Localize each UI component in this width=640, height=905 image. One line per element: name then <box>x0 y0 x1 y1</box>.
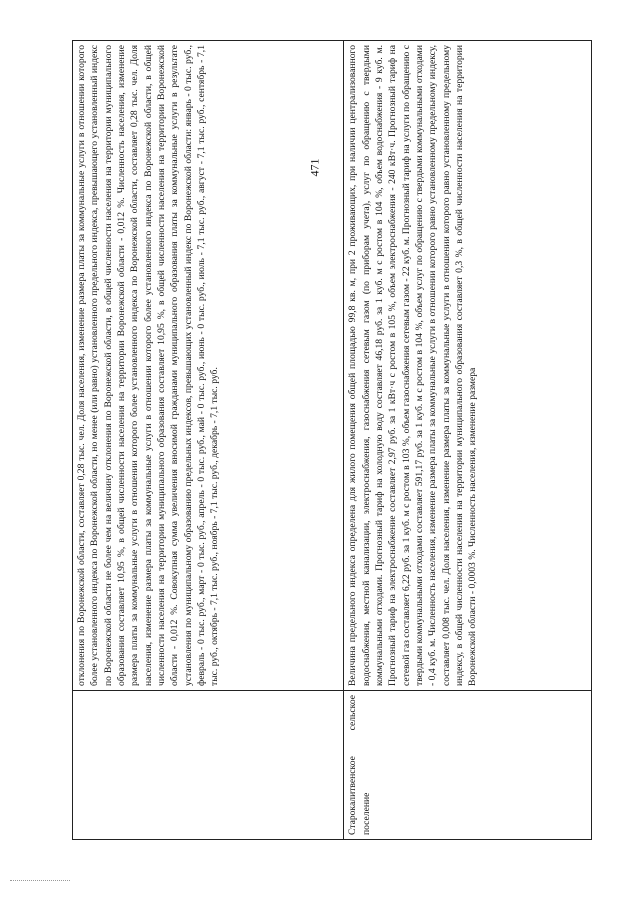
rotated-data-table <box>72 40 592 840</box>
description-cell: отклонения по Воронежской области, составляет 0,28 тыс. чел. Доля населения, изменение размера платы за коммунальные услуги в отношении которого более установленного индекса по Воронежской области, но менее (или равно) установленного предельного индекса, превышающего установленный индекс по Воронежской области не более чем на величину отклонения по Воронежской области, в общей численности населения на территории муниципального образования составляет 10,95 %, в общей численности населения на территории Воронежской области - 0,012 %. Численность населения, изменение размера платы за коммунальные услуги в отношении которого более установленного индекса по Воронежской области, составляет 0,28 тыс. чел. Доля населения, изменение размера платы за коммунальные услуги в отношении которого более установленного индекса по Воронежской области, в общей численности населения на территории муниципального образования составляет 10,95 %, в общей численности населения на территории Воронежской области - 0,012 %. Совокупная сумма увеличения вносимой гражданами муниципального образования платы за коммунальные услуги в результате установления по муниципальному образованию предельных индексов, превышающих установленный индекс по Воронежской области: январь - 0 тыс. руб., февраль - 0 тыс. руб., март - 0 тыс. руб., апрель - 0 тыс. руб., май - 0 тыс. руб., июнь - 0 тыс. руб., июль - 7,1 тыс. руб., август - 7,1 тыс. руб., сентябрь - 7,1 тыс. руб., октябрь - 7,1 тыс. руб., ноябрь - 7,1 тыс. руб., декабрь - 7,1 тыс. руб. <box>73 41 344 691</box>
municipality-name-cell <box>73 691 344 840</box>
page-number: 471 <box>307 158 322 177</box>
table-row <box>344 41 592 840</box>
description-cell: Величина предельного индекса определена для жилого помещения общей площадью 99,8 кв. м, при 2 проживающих, при наличии централизованного водоснабжения, местной канализации, электроснабжения, газоснабжения сетевым газом (по приборам учета), услуг по обращению с твердыми коммунальными отходами. Прогнозный тариф на холодную воду составляет 46,18 руб. за 1 куб. м с ростом в 104 %, объем водоснабжения - 9 куб. м. Прогнозный тариф на электроснабжение составляет 2,97 руб. за 1 кВт·ч с ростом в 105 %, объем электроснабжения - 240 кВт·ч. Прогнозный тариф на сетевой газ составляет 6,22 руб. за 1 куб. м с ростом в 103 %, объем газоснабжения сетевым газом - 22 куб. м. Прогнозный тариф на услуги по обращению с твердыми коммунальными отходами составляет 591,17 руб. за 1 куб. м с ростом в 104 %, объем услуг по обращению с твердыми коммунальными отходами - 0,4 куб. м. Численность населения, изменение размера платы за коммунальные услуги в отношении которого равно установленному предельному индексу, составляет 0,008 тыс. чел. Доля населения, изменение размера платы за коммунальные услуги в отношении которого равно установленному предельному индексу, в общей численности населения на территории муниципального образования составляет 0,3 %, в общей численности населения на территории Воронежской области - 0,0003 %. Численность населения, изменение размера <box>344 41 592 691</box>
municipality-name-cell: Старокалитвенское сельское поселение <box>344 691 592 840</box>
footer-dotted-line <box>10 880 70 882</box>
table-row <box>73 41 344 840</box>
